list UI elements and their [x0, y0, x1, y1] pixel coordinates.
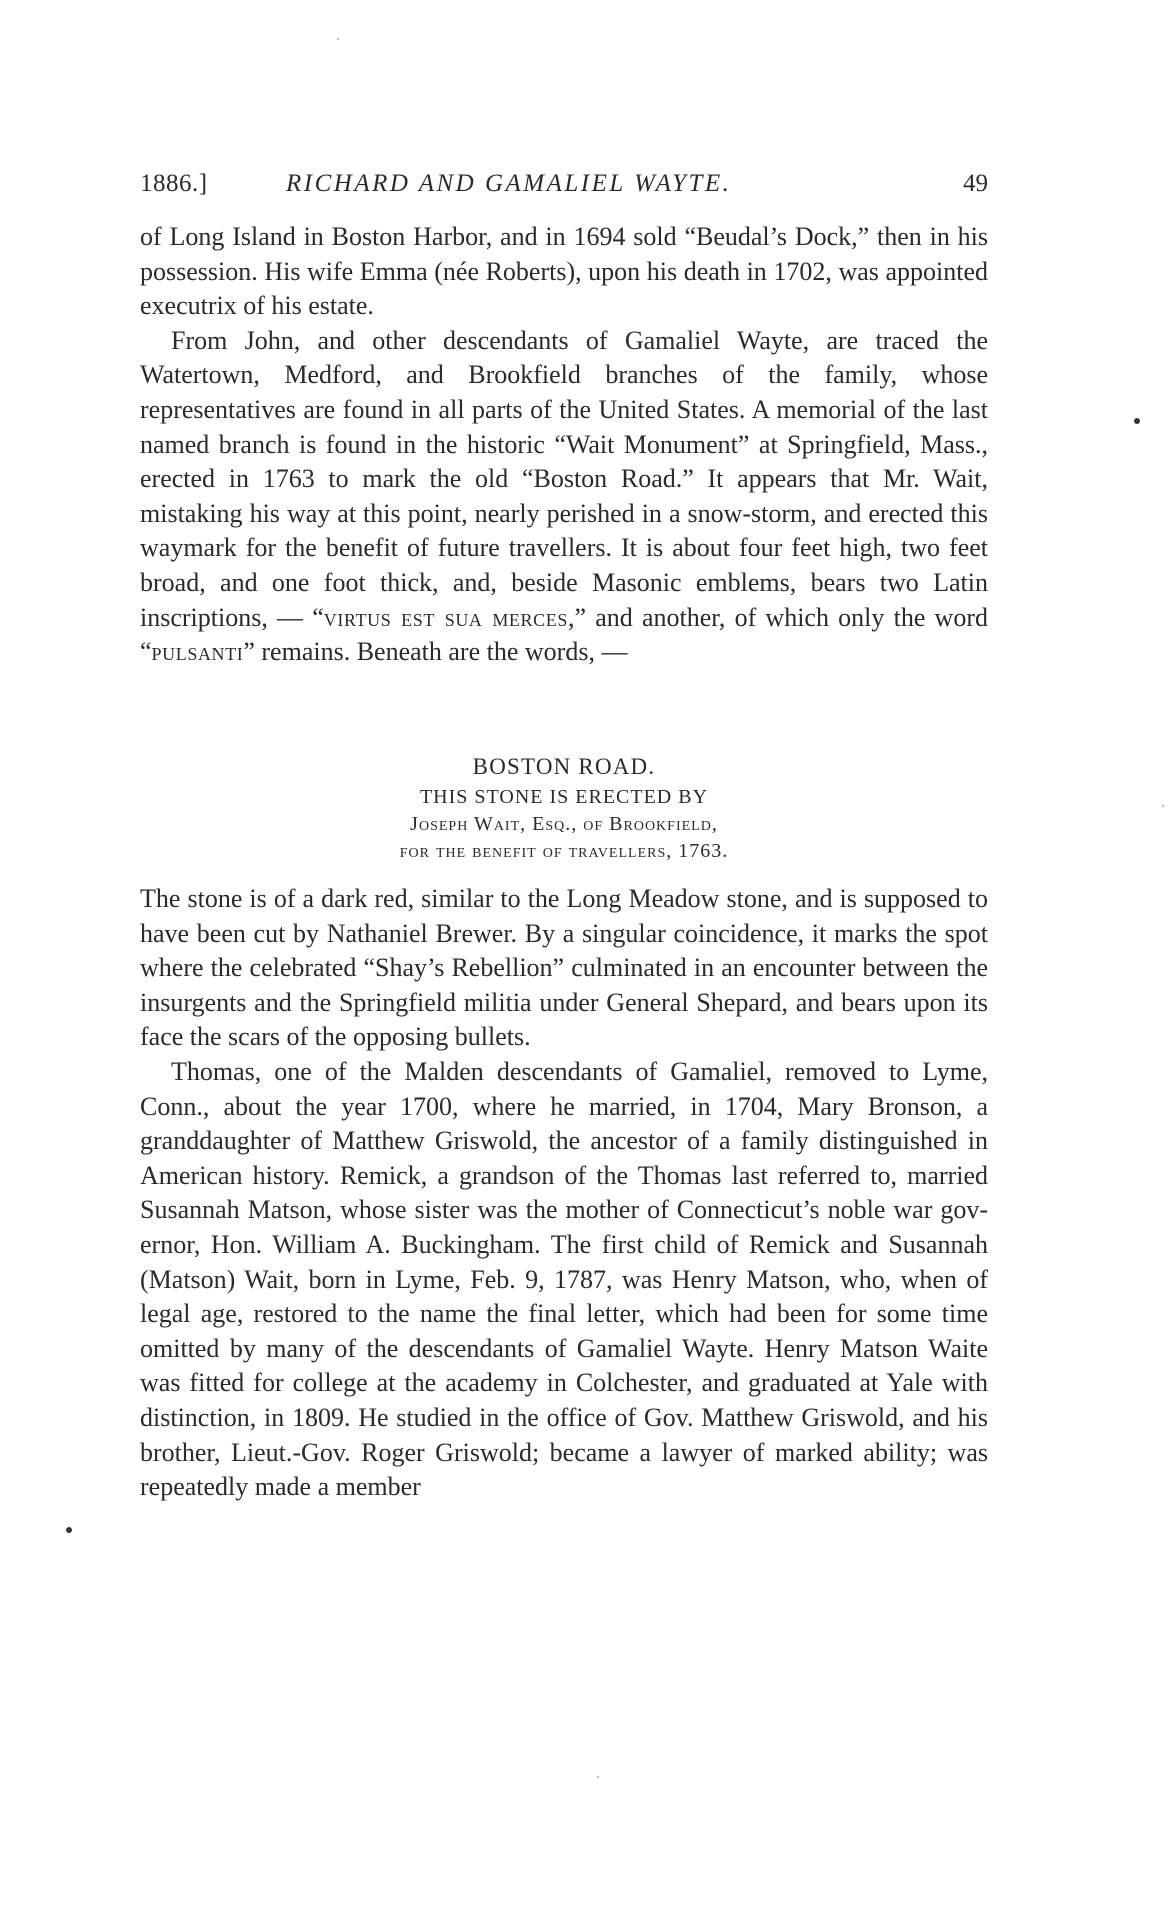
paragraph-3: The stone is of a dark red, similar to the Long Meadow stone, and is supposed to have been cut by Nathaniel Brewer. By a singular coincidence, it marks the spot where the celebrated “Shay’s Rebellion” culminated in an encounter between the insurgents and the Springfield militia under General Shepard, and bears upon its face the scars of the opposing bullets.	[140, 884, 988, 1052]
paragraph-2-text-end: ” remains. Beneath are the words, —	[243, 637, 628, 667]
inscription-line-2: THIS STONE IS ERECTED BY	[419, 786, 709, 808]
paragraph-1: of Long Island in Boston Harbor, and in 1694 sold “Beudal’s Dock,” then in his possession. His wife Emma (née Roberts), upon his death in 1702, was appointed executrix of his estate.	[140, 222, 988, 321]
margin-mark	[1134, 418, 1140, 424]
scan-speck	[337, 38, 339, 40]
text-block-lower	[140, 882, 988, 1505]
latin-motto: virtus est sua merces	[323, 602, 568, 632]
paragraph-2	[140, 324, 988, 670]
inscription-line-4: for the benefit of travellers, 1763.	[399, 840, 729, 862]
scan-speck	[1162, 805, 1164, 807]
latin-word: pulsanti	[151, 637, 244, 667]
scan-speck	[597, 1776, 599, 1778]
paragraph-2-text-cont: ,” and another, of which only the word “	[140, 602, 988, 667]
header-year: 1886.]	[140, 170, 208, 197]
header-title: RICHARD AND GAMALIEL WAYTE.	[286, 170, 732, 197]
inscription-line-3: Joseph Wait, Esq., of Brookfield,	[410, 813, 718, 835]
margin-mark	[66, 1527, 72, 1533]
paragraph-4: Thomas, one of the Malden descendants of Gamaliel, removed to Lyme, Conn., about the year 1700, where he married, in 1704, Mary Bronson, a granddaughter of Matthew Griswold, the ancestor of a family distinguished in American history. Remick, a grandson of the Thomas last referred to, married Susannah Matson, whose sister was the mother of Connecticut’s noble war governor, Hon. William A. Buckingham. The first child of Remick and Susannah (Matson) Wait, born in Lyme, Feb. 9, 1787, was Henry Matson, who, when of legal age, restored to the name the final letter, which had been for some time omitted by many of the descendants of Gamaliel Wayte. Henry Matson Waite was fitted for college at the academy in Colchester, and graduated at Yale with distinction, in 1809. He studied in the office of Gov. Matthew Griswold, and his brother, Lieut.-Gov. Roger Griswold; became a lawyer of marked ability; was repeatedly made a member	[140, 1056, 988, 1502]
paragraph-2-text: From John, and other descendants of Gamaliel Wayte, are traced the Watertown, Medford, and Brookfield branches of the family, whose representatives are found in all parts of the United States. A memorial of the last named branch is found in the historic “Wait Monument” at Springfield, Mass., erected in 1763 to mark the old “Boston Road.” It appears that Mr. Wait, mistaking his way at this point, nearly perished in a snow-storm, and erected this waymark for the benefit of future travellers. It is about four feet high, two feet broad, and one foot thick, and, beside Masonic emblems, bears two Latin inscriptions, — “	[140, 325, 988, 632]
stone-inscription	[140, 750, 988, 865]
page-number: 49	[963, 170, 988, 197]
text-block-upper	[140, 220, 988, 670]
inscription-line-1: BOSTON ROAD.	[472, 754, 656, 779]
running-head	[140, 164, 988, 204]
